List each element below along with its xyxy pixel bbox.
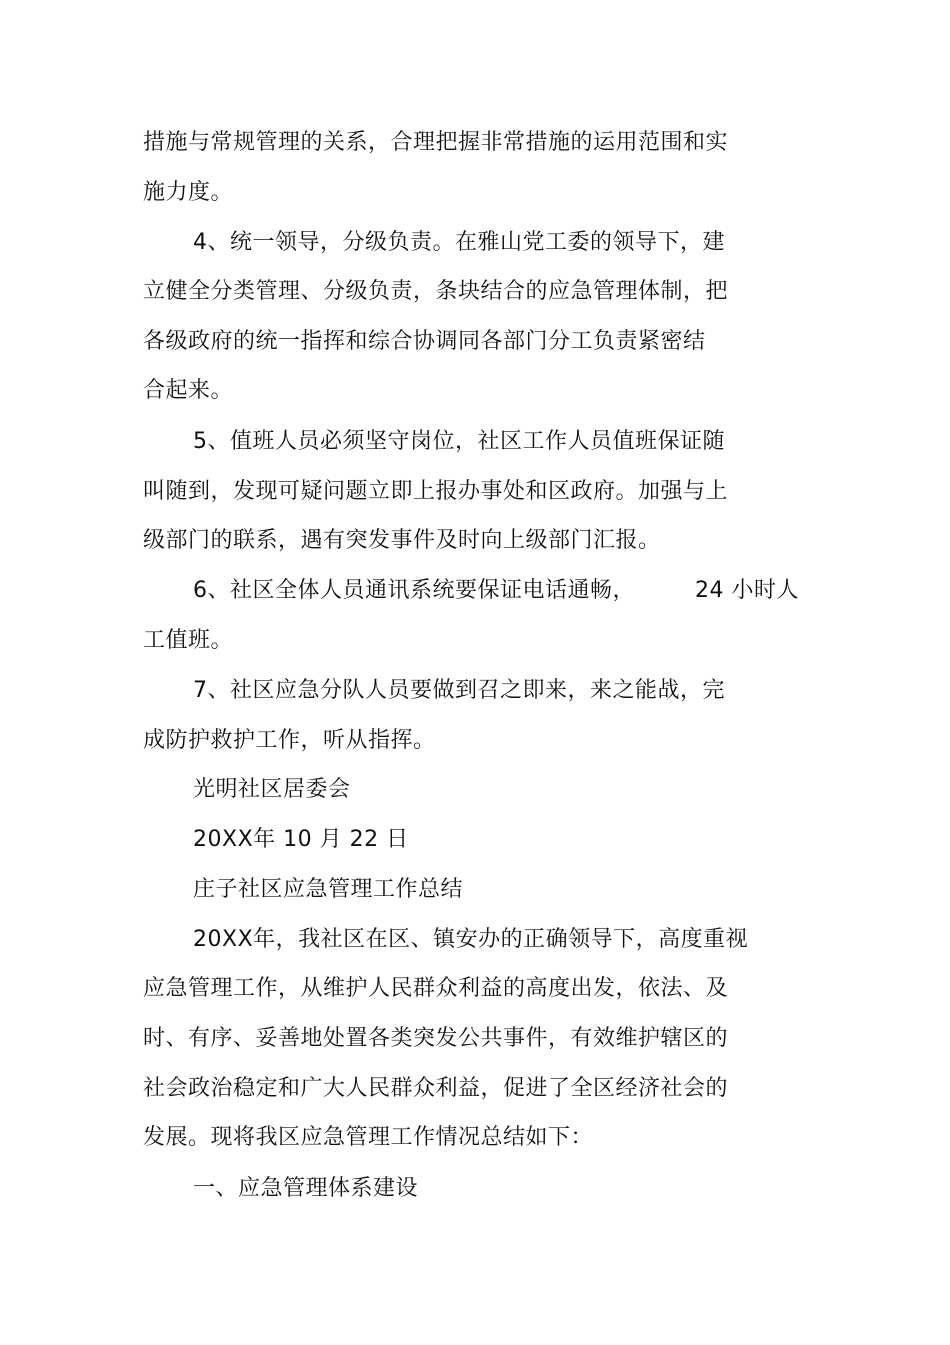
text-line-12: 7、社区应急分队人员要做到召之即来，来之能战，完 [193, 678, 725, 703]
text-line-11: 工值班。 [143, 628, 234, 653]
text-line-3: 4、统一领导，分级负责。在雅山党工委的领导下，建 [193, 230, 725, 255]
text-line-19: 时、有序、妥善地处置各类突发公共事件，有效维护辖区的 [143, 1026, 729, 1051]
text-line-10-main: 6、社区全体人员通讯系统要保证电话通畅， [193, 578, 635, 603]
text-line-4: 立健全分类管理、分级负责，条块结合的应急管理体制，把 [143, 279, 729, 304]
text-line-10 [193, 576, 799, 606]
text-line-13: 成防护救护工作，听从指挥。 [143, 728, 436, 753]
text-line-1: 措施与常规管理的关系，合理把握非常措施的运用范围和实 [143, 130, 729, 155]
text-line-8: 叫随到，发现可疑问题立即上报办事处和区政府。加强与上 [143, 479, 729, 504]
section-title: 庄子社区应急管理工作总结 [193, 877, 464, 902]
subsection-heading: 一、应急管理体系建设 [193, 1176, 419, 1201]
text-line-21: 发展。现将我区应急管理工作情况总结如下： [143, 1125, 594, 1150]
text-line-17: 20XX年，我社区在区、镇安办的正确领导下，高度重视 [193, 927, 749, 952]
text-line-18: 应急管理工作，从维护人民群众利益的高度出发，依法、及 [143, 976, 729, 1001]
text-line-2: 施力度。 [143, 180, 234, 205]
text-line-5: 各级政府的统一指挥和综合协调同各部门分工负责紧密结 [143, 329, 706, 354]
text-line-7: 5、值班人员必须坚守岗位，社区工作人员值班保证随 [193, 429, 725, 454]
text-line-9: 级部门的联系，遇有突发事件及时向上级部门汇报。 [143, 528, 661, 553]
text-line-6: 合起来。 [143, 378, 234, 403]
signature-date: 20XX年 10 月 22 日 [193, 827, 409, 852]
text-line-20: 社会政治稳定和广大人民群众利益，促进了全区经济社会的 [143, 1076, 729, 1101]
signature-organization: 光明社区居委会 [193, 777, 351, 802]
text-line-10-tail: 24 小时人 [695, 578, 799, 603]
